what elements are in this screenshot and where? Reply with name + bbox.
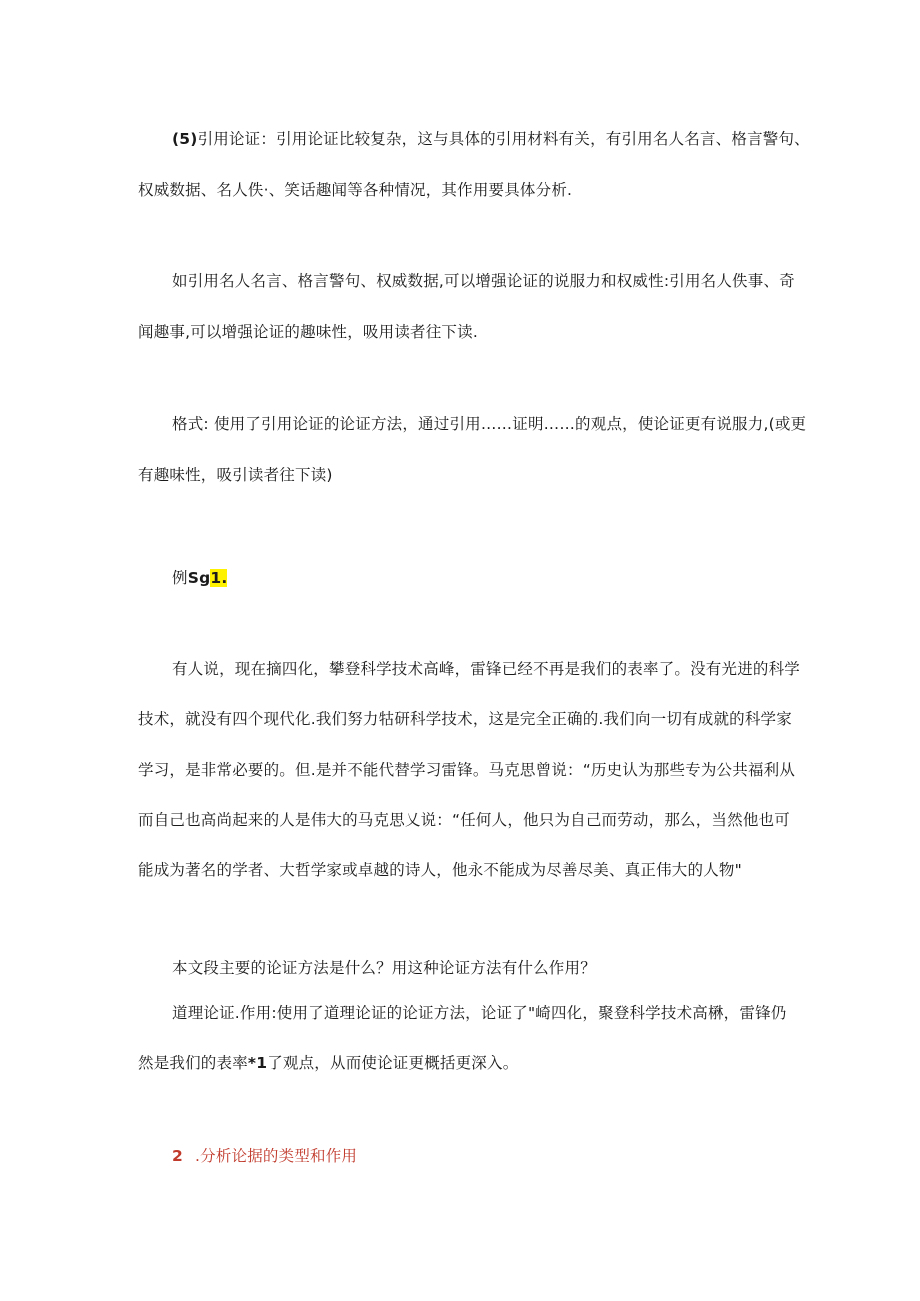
example-highlight: 1.	[210, 569, 228, 587]
format-line1: 格式: 使用了引用论证的论证方法，通过引用……证明……的观点，使论证更有说服力,(或更	[172, 415, 807, 433]
example-prefix: 例	[172, 569, 188, 587]
next-heading-number: 2	[172, 1147, 183, 1165]
answer-line2-mark: *1	[247, 1054, 268, 1072]
answer-line1: 道理论证.作用:使用了道理论证的论证方法，论证了"崎四化，聚登科学技术高楙，雷锋仍	[172, 1004, 787, 1022]
answer-line2-a: 然是我们的表率	[138, 1054, 248, 1072]
answer-line2	[138, 1053, 518, 1073]
section5-text-1: 引用论证：引用论证比较复杂，这与具体的引用材料有关，有引用名人名言、格言警句、	[197, 130, 810, 148]
format-line2: 有趣味性，吸引读者往下读)	[138, 466, 333, 484]
effect-line2: 闻趣事,可以增强论证的趣味性，吸用读者往下读.	[138, 323, 478, 341]
next-heading	[172, 1146, 357, 1166]
question-text: 本文段主要的论证方法是什么？用这种论证方法有什么作用？	[172, 959, 596, 977]
passage-line: 有人说，现在摘四化，攀登科学技术高峰，雷锋已经不再是我们的表率了。没有光进的科学	[172, 660, 801, 678]
example-label	[172, 568, 227, 588]
section5-number: (5)	[172, 130, 198, 148]
section5-line1	[172, 129, 810, 149]
effect-line1: 如引用名人名言、格言警句、权威数据,可以增强论证的说服力和权威性:引用名人佚事、奇	[172, 272, 795, 290]
answer-line2-c: 了观点，从而使论证更概括更深入。	[267, 1054, 519, 1072]
section5-line2: 权威数据、名人佚·、笑话趣闻等各种情况，其作用要具体分析.	[138, 181, 573, 199]
example-bold: Sg	[187, 569, 211, 587]
passage-line: 学习，是非常必要的。但.是并不能代替学习雷锋。马克思曾说：“历史认为那些专为公共福利从	[138, 761, 796, 779]
next-heading-text: .分析论据的类型和作用	[195, 1147, 358, 1165]
passage-line: 而自己也高尚起来的人是伟大的马克思乂说：“任何人，他只为自己而劳动，那么，当然他也可	[138, 811, 790, 829]
passage-line: 技术，就没有四个现代化.我们努力牯研科学技术，这是完全正确的.我们向一切有成就的科学家	[138, 710, 792, 728]
passage-line: 能成为著名的学者、大哲学家或卓越的诗人，他永不能成为尽善尽美、真正伟大的人物"	[138, 861, 742, 879]
